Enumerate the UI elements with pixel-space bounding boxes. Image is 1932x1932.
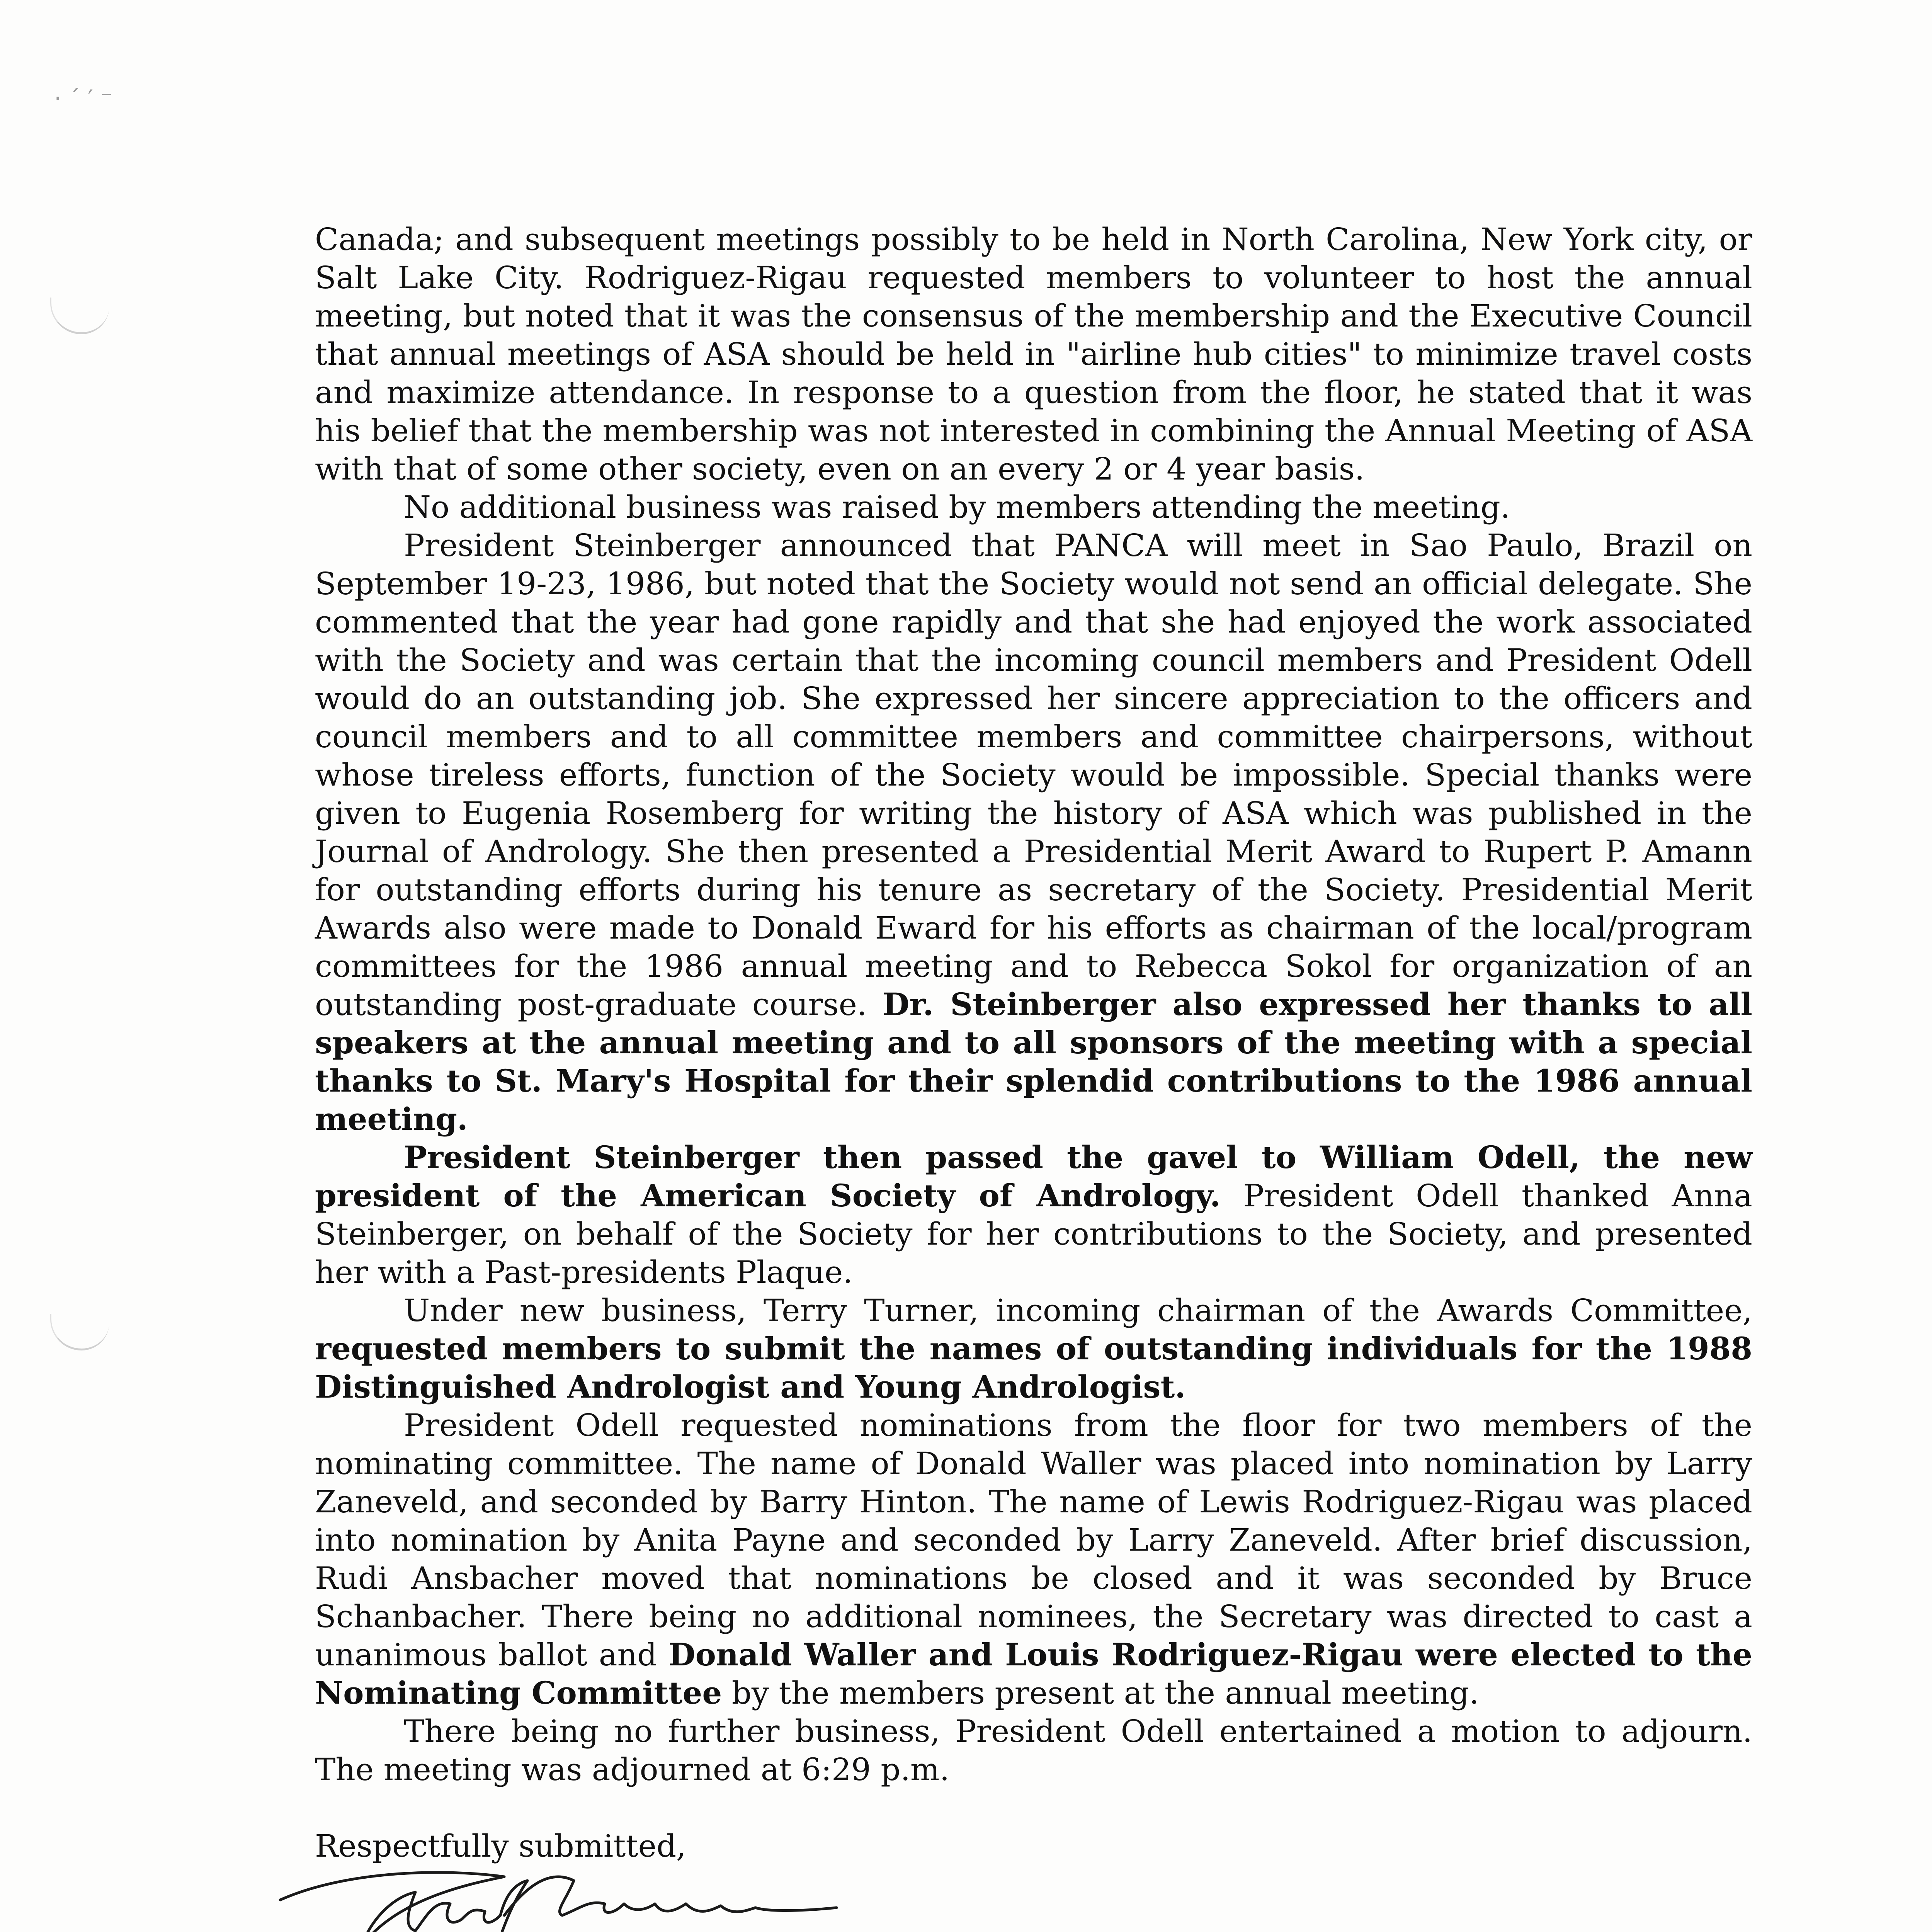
paragraph: There being no further business, President Odell entertained a motion to adjourn. The meeting was adjourned at 6:29 p.m. bbox=[315, 1713, 1752, 1787]
closing-salutation: Respectfully submitted, bbox=[315, 1828, 686, 1864]
bold-text: requested members to submit the names of outstanding individuals for the 1988 Distinguished Andrologist and Young Andrologist. bbox=[315, 1330, 1752, 1405]
paragraph-text: President Steinberger announced that PANCA will meet in Sao Paulo, Brazil on September 19-23, 1986, but noted that the Society would not send an official delegate. She commented that the year had gone rapidly and that she had enjoyed the work associated with the Society and was certain that the incoming council members and President Odell would do an outstanding job. She expressed her sincere appreciation to the officers and council members and to all committee members and committee chairpersons, without whose tireless efforts, function of the Society would be impossible. Special thanks were given to Eugenia Rosemberg for writing the history of ASA which was published in the Journal of Andrology. She then presented a Presidential Merit Award to Rupert P. Amann for outstanding efforts during his tenure as secretary of the Society. Presidential Merit Awards also were made to Donald Eward for his efforts as chairman of the local/program committees for the 1986 annual meeting and to Rebecca Sokol for organization of an outstanding post-graduate course. bbox=[315, 527, 1752, 1022]
signature-image bbox=[234, 1854, 891, 1932]
paragraph bbox=[315, 526, 1752, 1138]
paragraph bbox=[315, 1138, 1752, 1291]
paragraph-text: Under new business, Terry Turner, incoming chairman of the Awards Committee, bbox=[404, 1293, 1752, 1328]
bold-text: Dr. Steinberger also expressed her thanks to all speakers at the annual meeting and to all sponsors of the meeting with a special thanks to St. Mary's Hospital for their splendid contributions to the 1986 annual meeting. bbox=[315, 986, 1753, 1137]
bold-text: Donald Waller and Louis Rodriguez-Rigau were elected to the Nominating Committee bbox=[315, 1636, 1752, 1711]
paragraph bbox=[315, 1291, 1752, 1406]
punch-hole-mark bbox=[50, 1314, 109, 1350]
paragraph-text: President Odell requested nominations from the floor for two members of the nominating committee. The name of Donald Waller was placed into nomination by Larry Zaneveld, and seconded by Barry Hinton. The name of Lewis Rodriguez-Rigau was placed into nomination by Anita Payne and seconded by Larry Zaneveld. After brief discussion, Rudi Ansbacher moved that nominations be closed and it was seconded by Bruce Schanbacher. There being no additional nominees, the Secretary was directed to cast a unanimous ballot and bbox=[315, 1407, 1752, 1673]
closing-block bbox=[315, 1827, 1752, 1932]
scan-speck: · ˊ ′ ⁻ bbox=[54, 85, 113, 112]
paragraph: Canada; and subsequent meetings possibly to be held in North Carolina, New York city, or Salt Lake City. Rodriguez-Rigau requested members to volunteer to host the annual meeting, but noted that it was the consensus of the membership and the Executive Council that annual meetings of ASA should be held in "airline hub cities" to minimize travel costs and maximize attendance. In response to a question from the floor, he stated that it was his belief that the membership was not interested in combining the Annual Meeting of ASA with that of some other society, even on an every 2 or 4 year basis. bbox=[315, 221, 1752, 487]
signature bbox=[315, 1865, 1752, 1932]
paragraph bbox=[315, 1406, 1752, 1712]
paragraph-text: by the members present at the annual meeting. bbox=[731, 1675, 1479, 1711]
paragraph: No additional business was raised by members attending the meeting. bbox=[404, 489, 1510, 525]
minutes-text bbox=[315, 220, 1752, 1932]
paragraph-text: President Odell thanked Anna Steinberger, on behalf of the Society for her contributions to the Society, and presented her with a Past-presidents Plaque. bbox=[315, 1178, 1753, 1290]
punch-hole-mark bbox=[50, 298, 109, 334]
bold-text: President Steinberger then passed the gavel to William Odell, the new president of the American Society of Andrology. bbox=[315, 1139, 1752, 1214]
